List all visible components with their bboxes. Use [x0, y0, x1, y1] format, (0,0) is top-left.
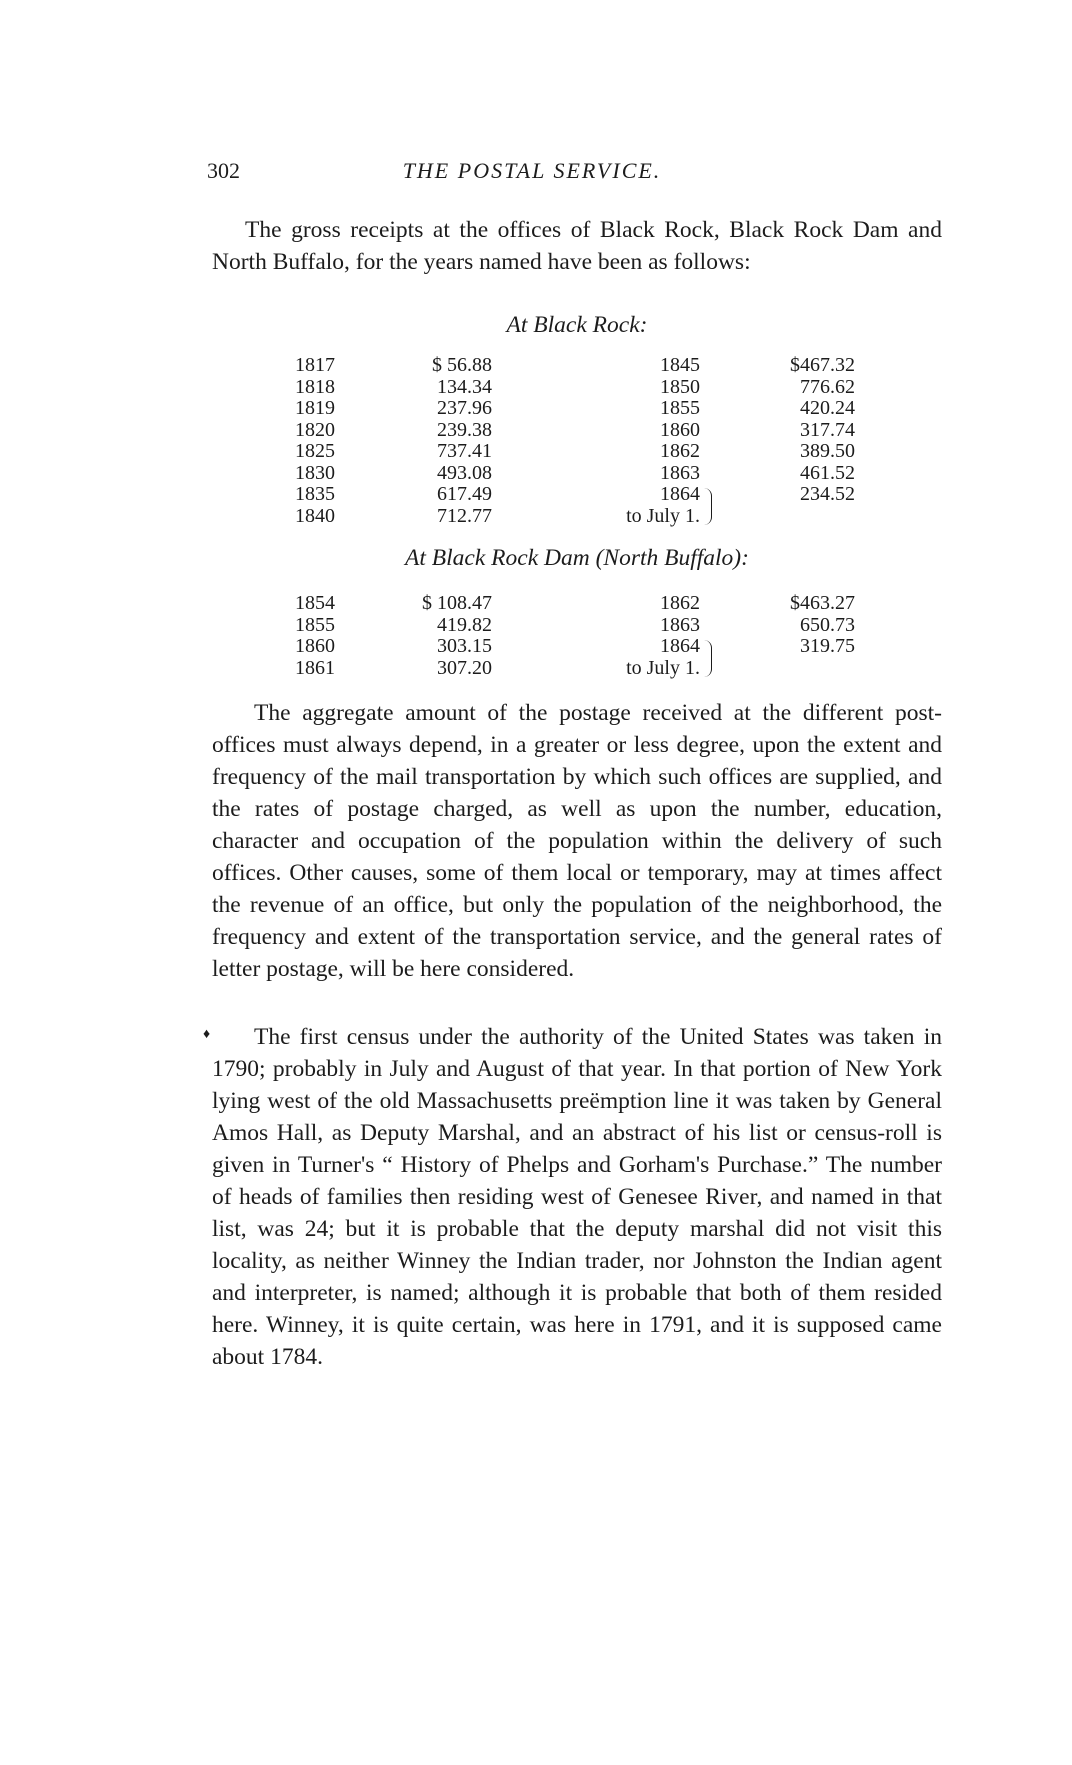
- amount-cell: 737.41: [437, 440, 492, 462]
- black-rock-dam-heading: At Black Rock Dam (North Buffalo):: [405, 545, 749, 571]
- black-rock-receipts-table: [295, 355, 875, 527]
- table-row: [295, 593, 875, 615]
- amount-cell: 493.08: [437, 461, 492, 484]
- amount-cell: 237.96: [437, 397, 492, 419]
- amount-cell: 317.74: [800, 418, 855, 441]
- aggregate-postage-paragraph: The aggregate amount of the postage received at the different post-offices must always depend, in a greater or less degree, upon the extent and frequency of the mail transportation by which such offices are supplied, and the rates of postage charged, as well as upon the number, education, character and occupation of the population within the delivery of such offices. Other causes, some of them local or temporary, may at times affect the revenue of an office, but only the population of the neighborhood, the frequency and extent of the transportation service, and the general rates of letter postage, will be here considered.: [212, 700, 942, 982]
- page-number: 302: [207, 158, 240, 183]
- year-cell: 1864: [660, 635, 700, 657]
- table-row: [295, 398, 875, 420]
- table-row: [295, 355, 875, 377]
- amount-cell: 461.52: [800, 461, 855, 484]
- amount-cell: 303.15: [437, 635, 492, 657]
- amount-cell: 419.82: [437, 613, 492, 636]
- year-cell: 1819: [295, 397, 335, 419]
- table-row: [295, 615, 875, 637]
- table-row: [295, 463, 875, 485]
- year-cell: 1817: [295, 354, 335, 376]
- year-cell: 1830: [295, 461, 335, 484]
- year-cell: 1860: [295, 635, 335, 657]
- page-header: [207, 158, 857, 192]
- amount-cell: 712.77: [437, 504, 492, 527]
- first-census-paragraph: The first census under the authority of the United States was taken in 1790; probably in July and August of that year. In that portion of New York lying west of the old Massachusetts preëmption line it was taken by General Amos Hall, as Deputy Marshal, and an abstract of his list or census-roll is given in Turner's “ History of Phelps and Gorham's Purchase.” The number of heads of families then residing west of Genesee River, and named in that list, was 24; but it is probable that the deputy marshal did not visit this locality, as neither Winney the Indian trader, nor Johnston the Indian agent and interpreter, is named; although it is probable that both of them resided here. Winney, it is quite certain, was here in 1791, and it is supposed came about 1784.: [212, 1024, 942, 1370]
- amount-cell: 239.38: [437, 418, 492, 441]
- amount-cell: 776.62: [800, 375, 855, 398]
- amount-cell: 307.20: [437, 656, 492, 679]
- amount-cell: $ 56.88: [432, 354, 492, 376]
- year-cell: 1840: [295, 504, 335, 527]
- year-cell: 1835: [295, 483, 335, 505]
- paragraph-mark-icon: ♦: [203, 1027, 211, 1042]
- year-cell: 1845: [660, 354, 700, 376]
- amount-cell: $463.27: [790, 592, 855, 614]
- to-july-note: to July 1.: [626, 504, 700, 527]
- amount-cell: $467.32: [790, 354, 855, 376]
- black-rock-heading: At Black Rock:: [506, 312, 648, 338]
- year-cell: 1850: [660, 375, 700, 398]
- year-cell: 1855: [295, 613, 335, 636]
- amount-cell: 134.34: [437, 375, 492, 398]
- year-cell: 1855: [660, 397, 700, 419]
- year-cell: 1825: [295, 440, 335, 462]
- table-row: [295, 420, 875, 442]
- brace-icon: [701, 488, 712, 525]
- year-cell: 1860: [660, 418, 700, 441]
- table-row: [295, 377, 875, 399]
- year-cell: 1861: [295, 656, 335, 679]
- to-july-note: to July 1.: [626, 656, 700, 679]
- running-head: THE POSTAL SERVICE.: [402, 158, 662, 183]
- amount-cell: $ 108.47: [422, 592, 492, 614]
- year-cell: 1862: [660, 592, 700, 614]
- amount-cell: 389.50: [800, 440, 855, 462]
- intro-paragraph: The gross receipts at the offices of Black Rock, Black Rock Dam and North Buffalo, for the years named have been as follows:: [212, 217, 942, 275]
- table-row: [295, 658, 875, 680]
- amount-cell: 650.73: [800, 613, 855, 636]
- table-row: [295, 636, 875, 658]
- table-row: [295, 484, 875, 506]
- brace-icon: [701, 640, 712, 677]
- year-cell: 1863: [660, 461, 700, 484]
- black-rock-dam-receipts-table: [295, 593, 875, 679]
- year-cell: 1863: [660, 613, 700, 636]
- year-cell: 1864: [660, 483, 700, 505]
- year-cell: 1862: [660, 440, 700, 462]
- table-row: [295, 506, 875, 528]
- year-cell: 1854: [295, 592, 335, 614]
- amount-cell: 420.24: [800, 397, 855, 419]
- year-cell: 1818: [295, 375, 335, 398]
- amount-cell: 319.75: [800, 635, 855, 657]
- amount-cell: 234.52: [800, 483, 855, 505]
- year-cell: 1820: [295, 418, 335, 441]
- table-row: [295, 441, 875, 463]
- amount-cell: 617.49: [437, 483, 492, 505]
